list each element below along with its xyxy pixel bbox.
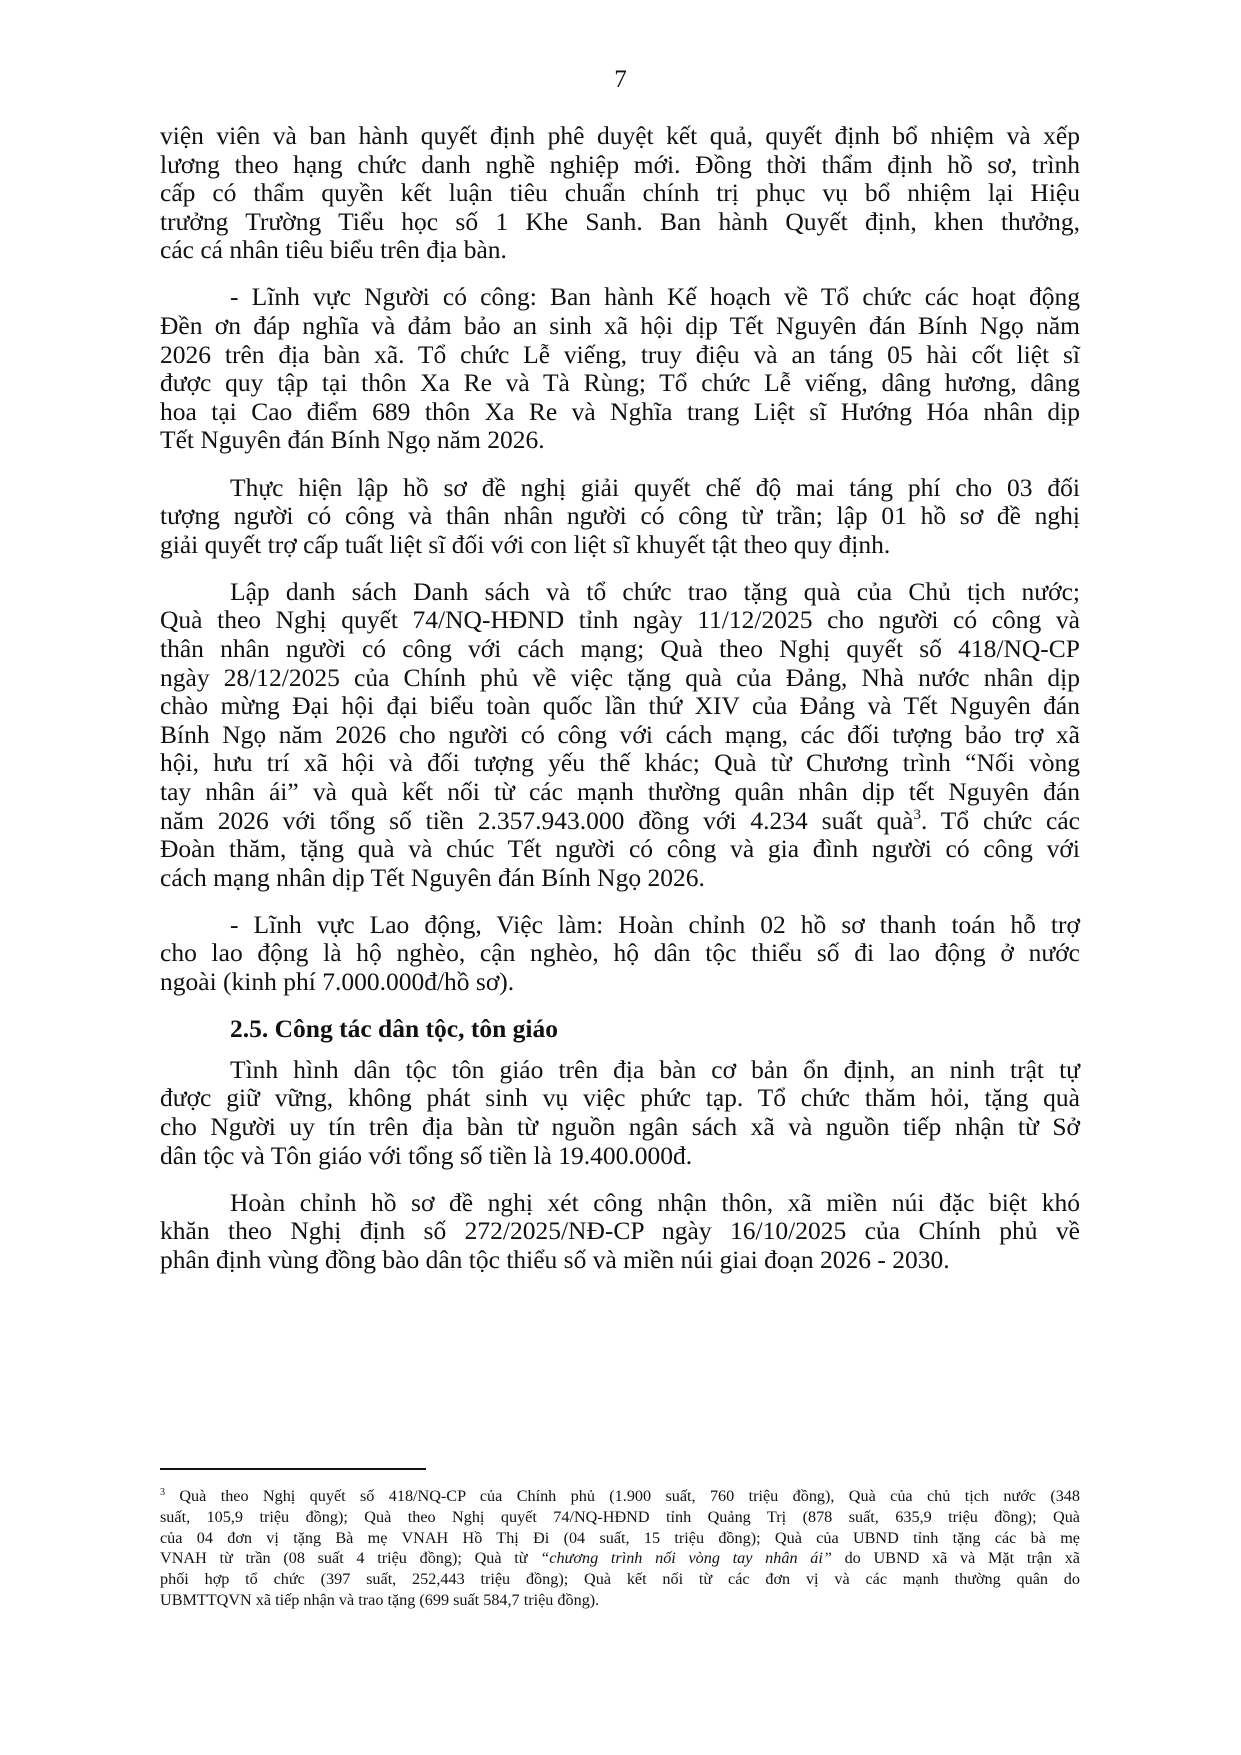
- section-heading: 2.5. Công tác dân tộc, tôn giáo: [230, 1014, 558, 1044]
- paragraph: [160, 474, 1080, 560]
- text-run: “chương trình nối vòng tay nhân ái”: [540, 1549, 832, 1568]
- text-line: được quy tập tại thôn Xa Re và Tà Rùng; Tổ chức Lễ viếng, dâng hương, dâng: [160, 368, 1080, 398]
- text-line: cho Người uy tín trên địa bàn từ nguồn ngân sách xã và nguồn tiếp nhận từ Sở: [160, 1111, 1080, 1141]
- text-line: Đền ơn đáp nghĩa và đảm bảo an sinh xã hội dịp Tết Nguyên đán Bính Ngọ năm: [160, 311, 1080, 341]
- text-line: tay nhân ái” và quà kết nối từ các mạnh thường quân nhân dịp tết Nguyên đán: [160, 776, 1080, 806]
- text-line: Hoàn chỉnh hồ sơ đề nghị xét công nhận thôn, xã miền núi đặc biệt khó: [230, 1187, 1080, 1217]
- text-line: hội, hưu trí xã hội và đối tượng yếu thế khác; Quà từ Chương trình “Nối vòng: [160, 748, 1080, 778]
- footnote-line: UBMTTQVN xã tiếp nhận và trao tặng (699 suất 584,7 triệu đồng).: [160, 1590, 600, 1609]
- footnote-line: phối hợp tổ chức (397 suất, 252,443 triệu đồng); Quà kết nối từ các đơn vị và các mạnh thường quân do: [160, 1570, 1080, 1589]
- text-line: Tình hình dân tộc tôn giáo trên địa bàn cơ bản ổn định, an ninh trật tự: [230, 1054, 1080, 1084]
- footnote-line: [160, 1486, 1080, 1507]
- footnote-marker: 3: [913, 806, 921, 823]
- paragraph: [160, 911, 1080, 997]
- text-line: cho lao động là hộ nghèo, cận nghèo, hộ dân tộc thiểu số đi lao động ở nước: [160, 938, 1080, 968]
- text-line: Thực hiện lập hồ sơ đề nghị giải quyết chế độ mai táng phí cho 03 đối: [230, 472, 1080, 502]
- paragraph: [160, 578, 1080, 893]
- text-line: các cá nhân tiêu biểu trên địa bàn.: [160, 235, 507, 265]
- paragraph: [160, 122, 1080, 265]
- text-line: dân tộc và Tôn giáo với tổng số tiền là 19.400.000đ.: [160, 1140, 693, 1170]
- text-line: - Lĩnh vực Lao động, Việc làm: Hoàn chỉnh 02 hồ sơ thanh toán hỗ trợ: [230, 909, 1080, 939]
- text-run: năm 2026 với tổng số tiền 2.357.943.000 đồng với 4.234 suất quà: [160, 805, 914, 835]
- page-number: 7: [614, 66, 627, 93]
- text-line: lương theo hạng chức danh nghề nghiệp mới. Đồng thời thẩm định hồ sơ, trình: [160, 149, 1080, 179]
- paragraph: [160, 283, 1080, 455]
- text-line: - Lĩnh vực Người có công: Ban hành Kế hoạch về Tổ chức các hoạt động: [230, 282, 1080, 312]
- footnote-line: [160, 1548, 1080, 1569]
- text-line: cấp có thẩm quyền kết luận tiêu chuẩn chính trị phục vụ bổ nhiệm lại Hiệu: [160, 178, 1080, 208]
- text-run: do UBND xã và Mặt trận xã: [831, 1549, 1080, 1568]
- footnote-marker: 3: [160, 1487, 165, 1498]
- footnote-line: của 04 đơn vị tặng Bà mẹ VNAH Hồ Thị Đi (04 suất, 15 triệu đồng); Quà của UBND tỉnh tặng các bà mẹ: [160, 1528, 1080, 1547]
- text-line: chào mừng Đại hội đại biểu toàn quốc lần thứ XIV của Đảng và Tết Nguyên đán: [160, 691, 1080, 721]
- text-run: . Tổ chức các: [920, 805, 1080, 835]
- text-line: Đoàn thăm, tặng quà và chúc Tết người có công và gia đình người có công với: [160, 834, 1080, 864]
- text-line: ngày 28/12/2025 của Chính phủ về việc tặng quà của Đảng, Nhà nước nhân dịp: [160, 662, 1080, 692]
- text-line: được giữ vững, không phát sinh vụ việc phức tạp. Tổ chức thăm hỏi, tặng quà: [160, 1083, 1080, 1113]
- text-line: hoa tại Cao điểm 689 thôn Xa Re và Nghĩa trang Liệt sĩ Hướng Hóa nhân dịp: [160, 396, 1080, 426]
- text-line: 2026 trên địa bàn xã. Tổ chức Lễ viếng, truy điệu và an táng 05 hài cốt liệt sĩ: [160, 339, 1080, 369]
- text-run: VNAH từ trần (08 suất 4 triệu đồng); Quà từ: [160, 1549, 541, 1568]
- text-line: [160, 807, 1080, 836]
- text-line: cách mạng nhân dịp Tết Nguyên đán Bính Ngọ 2026.: [160, 862, 705, 892]
- text-line: phân định vùng đồng bào dân tộc thiểu số và miền núi giai đoạn 2026 - 2030.: [160, 1244, 950, 1274]
- document-body: [160, 122, 1080, 1293]
- text-line: giải quyết trợ cấp tuất liệt sĩ đối với con liệt sĩ khuyết tật theo quy định.: [160, 529, 891, 559]
- text-line: Quà theo Nghị quyết 74/NQ-HĐND tỉnh ngày 11/12/2025 cho người có công và: [160, 605, 1080, 635]
- footnote-line: suất, 105,9 triệu đồng); Quà theo Nghị quyết 74/NQ-HĐND tỉnh Quảng Trị (878 suất, 635,9 triệu đồng); Quà: [160, 1507, 1080, 1526]
- text-line: tượng người có công và thân nhân người có công từ trần; lập 01 hồ sơ đề nghị: [160, 501, 1080, 531]
- text-line: khăn theo Nghị định số 272/2025/NĐ-CP ngày 16/10/2025 của Chính phủ về: [160, 1216, 1080, 1246]
- text-line: viện viên và ban hành quyết định phê duyệt kết quả, quyết định bổ nhiệm và xếp: [160, 121, 1080, 150]
- footnote-divider: [160, 1468, 426, 1470]
- text-line: ngoài (kinh phí 7.000.000đ/hồ sơ).: [160, 967, 515, 997]
- text-line: trưởng Trường Tiểu học số 1 Khe Sanh. Ban hành Quyết định, khen thưởng,: [160, 206, 1080, 236]
- text-line: Lập danh sách Danh sách và tổ chức trao tặng quà của Chủ tịch nước;: [230, 576, 1080, 606]
- text-line: thân nhân người có công với cách mạng; Quà theo Nghị quyết số 418/NQ-CP: [160, 634, 1080, 663]
- text-line: Bính Ngọ năm 2026 cho người có công với cách mạng, các đối tượng bảo trợ xã: [160, 719, 1080, 749]
- text-run: Quà theo Nghị quyết số 418/NQ-CP của Chính phủ (1.900 suất, 760 triệu đồng), Quà của chủ tịch nước (348: [165, 1487, 1080, 1505]
- footnote: [160, 1486, 1080, 1611]
- paragraph: [160, 1056, 1080, 1170]
- paragraph: [160, 1189, 1080, 1275]
- text-line: Tết Nguyên đán Bính Ngọ năm 2026.: [160, 425, 545, 455]
